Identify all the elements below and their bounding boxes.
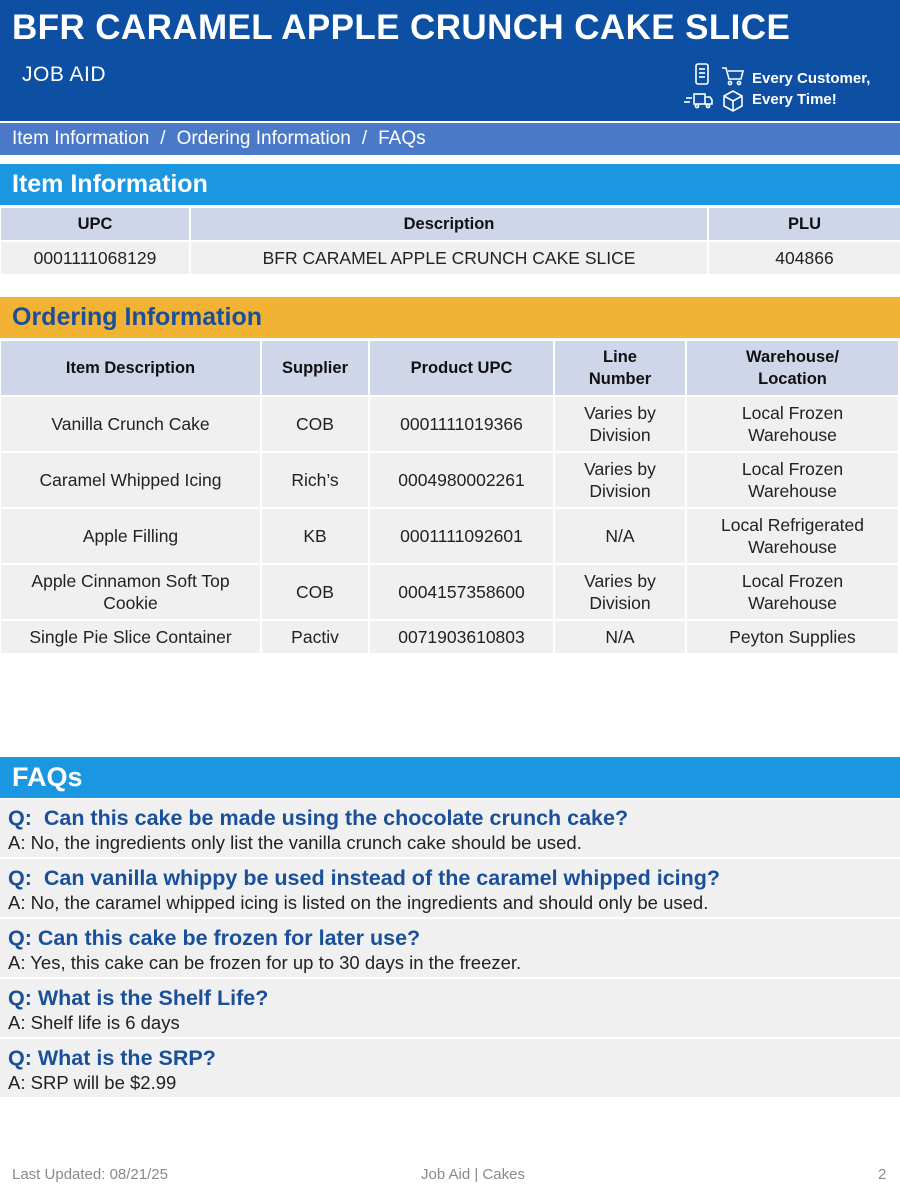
- faq-answer: A: Shelf life is 6 days: [8, 1012, 180, 1033]
- column-header-upc: UPC: [1, 208, 189, 240]
- line-number-cell: Varies by Division: [555, 453, 685, 507]
- faq-question: Q: Can vanilla whippy be used instead of the caramel whipped icing?: [8, 866, 721, 890]
- table-header-row: [1, 208, 900, 240]
- supplier-cell: KB: [262, 509, 368, 563]
- supplier-cell: COB: [262, 397, 368, 451]
- product-upc-cell: 0001111092601: [370, 509, 553, 563]
- line-number-cell: N/A: [555, 509, 685, 563]
- breadcrumb: [0, 123, 900, 155]
- table-row: [1, 509, 898, 563]
- breadcrumb-item-ordering-information[interactable]: Ordering Information: [176, 128, 351, 149]
- faq-question: Q: What is the SRP?: [8, 1046, 216, 1070]
- item-description-cell: Vanilla Crunch Cake: [1, 397, 260, 451]
- faq-answer: A: Yes, this cake can be frozen for up to 30 days in the freezer.: [8, 952, 522, 973]
- warehouse-location-cell: Local Frozen Warehouse: [687, 565, 898, 619]
- table-row: [1, 565, 898, 619]
- column-header-line-number: Line Number: [555, 341, 685, 395]
- faq-item: [0, 859, 900, 917]
- warehouse-location-cell: Local Frozen Warehouse: [687, 397, 898, 451]
- product-upc-cell: 0004157358600: [370, 565, 553, 619]
- upc-cell: 0001111068129: [1, 242, 189, 274]
- breadcrumb-item-faqs[interactable]: FAQs: [378, 128, 426, 149]
- table-row: [1, 397, 898, 451]
- item-information-heading: Item Information: [0, 164, 900, 205]
- page-subtitle: JOB AID: [22, 63, 107, 86]
- line-number-cell: Varies by Division: [555, 397, 685, 451]
- item-description-cell: Single Pie Slice Container: [1, 621, 260, 653]
- breadcrumb-separator: /: [160, 128, 166, 149]
- item-description-cell: Apple Filling: [1, 509, 260, 563]
- table-row: [1, 242, 900, 274]
- tagline-line-2: Every Time!: [752, 91, 837, 108]
- line-number-cell: N/A: [555, 621, 685, 653]
- page-title: BFR CARAMEL APPLE CRUNCH CAKE SLICE: [12, 8, 791, 47]
- faq-item: [0, 1039, 900, 1097]
- faq-question: Q: Can this cake be made using the chocolate crunch cake?: [8, 806, 629, 830]
- column-header-description: Description: [191, 208, 707, 240]
- column-header-warehouse-location: Warehouse/ Location: [687, 341, 898, 395]
- faqs-heading: FAQs: [0, 757, 900, 798]
- faq-answer: A: SRP will be $2.99: [8, 1072, 177, 1093]
- faq-list: [0, 799, 900, 1099]
- column-header-item-description: Item Description: [1, 341, 260, 395]
- tagline: [752, 68, 870, 110]
- faq-answer: A: No, the caramel whipped icing is listed on the ingredients and should only be used.: [8, 892, 709, 913]
- tagline-icons: [684, 62, 746, 116]
- table-header-row: [1, 341, 898, 395]
- page-header: [0, 0, 900, 121]
- line-number-cell: Varies by Division: [555, 565, 685, 619]
- faq-answer: A: No, the ingredients only list the vanilla crunch cake should be used.: [8, 832, 582, 853]
- warehouse-location-cell: Local Frozen Warehouse: [687, 453, 898, 507]
- table-row: [1, 621, 898, 653]
- faq-question: Q: Can this cake be frozen for later use?: [8, 926, 421, 950]
- supplier-cell: Pactiv: [262, 621, 368, 653]
- column-header-plu: PLU: [709, 208, 900, 240]
- item-description-cell: Apple Cinnamon Soft Top Cookie: [1, 565, 260, 619]
- phone-icon: [696, 64, 708, 84]
- supplier-cell: COB: [262, 565, 368, 619]
- faq-item: [0, 919, 900, 977]
- ordering-information-table: [0, 339, 900, 655]
- description-cell: BFR CARAMEL APPLE CRUNCH CAKE SLICE: [191, 242, 707, 274]
- warehouse-location-cell: Local Refrigerated Warehouse: [687, 509, 898, 563]
- supplier-cell: Rich’s: [262, 453, 368, 507]
- plu-cell: 404866: [709, 242, 900, 274]
- tagline-line-1: Every Customer,: [752, 70, 871, 87]
- faq-item: [0, 799, 900, 857]
- faq-question: Q: What is the Shelf Life?: [8, 986, 269, 1010]
- column-header-product-upc: Product UPC: [370, 341, 553, 395]
- table-row: [1, 453, 898, 507]
- package-box-icon: [724, 91, 742, 111]
- breadcrumb-item-item-information[interactable]: Item Information: [12, 128, 150, 149]
- delivery-truck-icon: [684, 94, 712, 108]
- warehouse-location-cell: Peyton Supplies: [687, 621, 898, 653]
- footer-page-number: 2: [878, 1166, 887, 1183]
- product-upc-cell: 0004980002261: [370, 453, 553, 507]
- product-upc-cell: 0001111019366: [370, 397, 553, 451]
- breadcrumb-separator: /: [361, 128, 368, 149]
- item-information-table: [0, 206, 900, 276]
- footer-center-label: Job Aid | Cakes: [421, 1166, 525, 1183]
- ordering-information-heading: Ordering Information: [0, 297, 900, 338]
- faq-item: [0, 979, 900, 1037]
- cart-icon: [722, 68, 743, 85]
- footer-last-updated: Last Updated: 08/21/25: [12, 1166, 168, 1183]
- column-header-supplier: Supplier: [262, 341, 368, 395]
- product-upc-cell: 0071903610803: [370, 621, 553, 653]
- item-description-cell: Caramel Whipped Icing: [1, 453, 260, 507]
